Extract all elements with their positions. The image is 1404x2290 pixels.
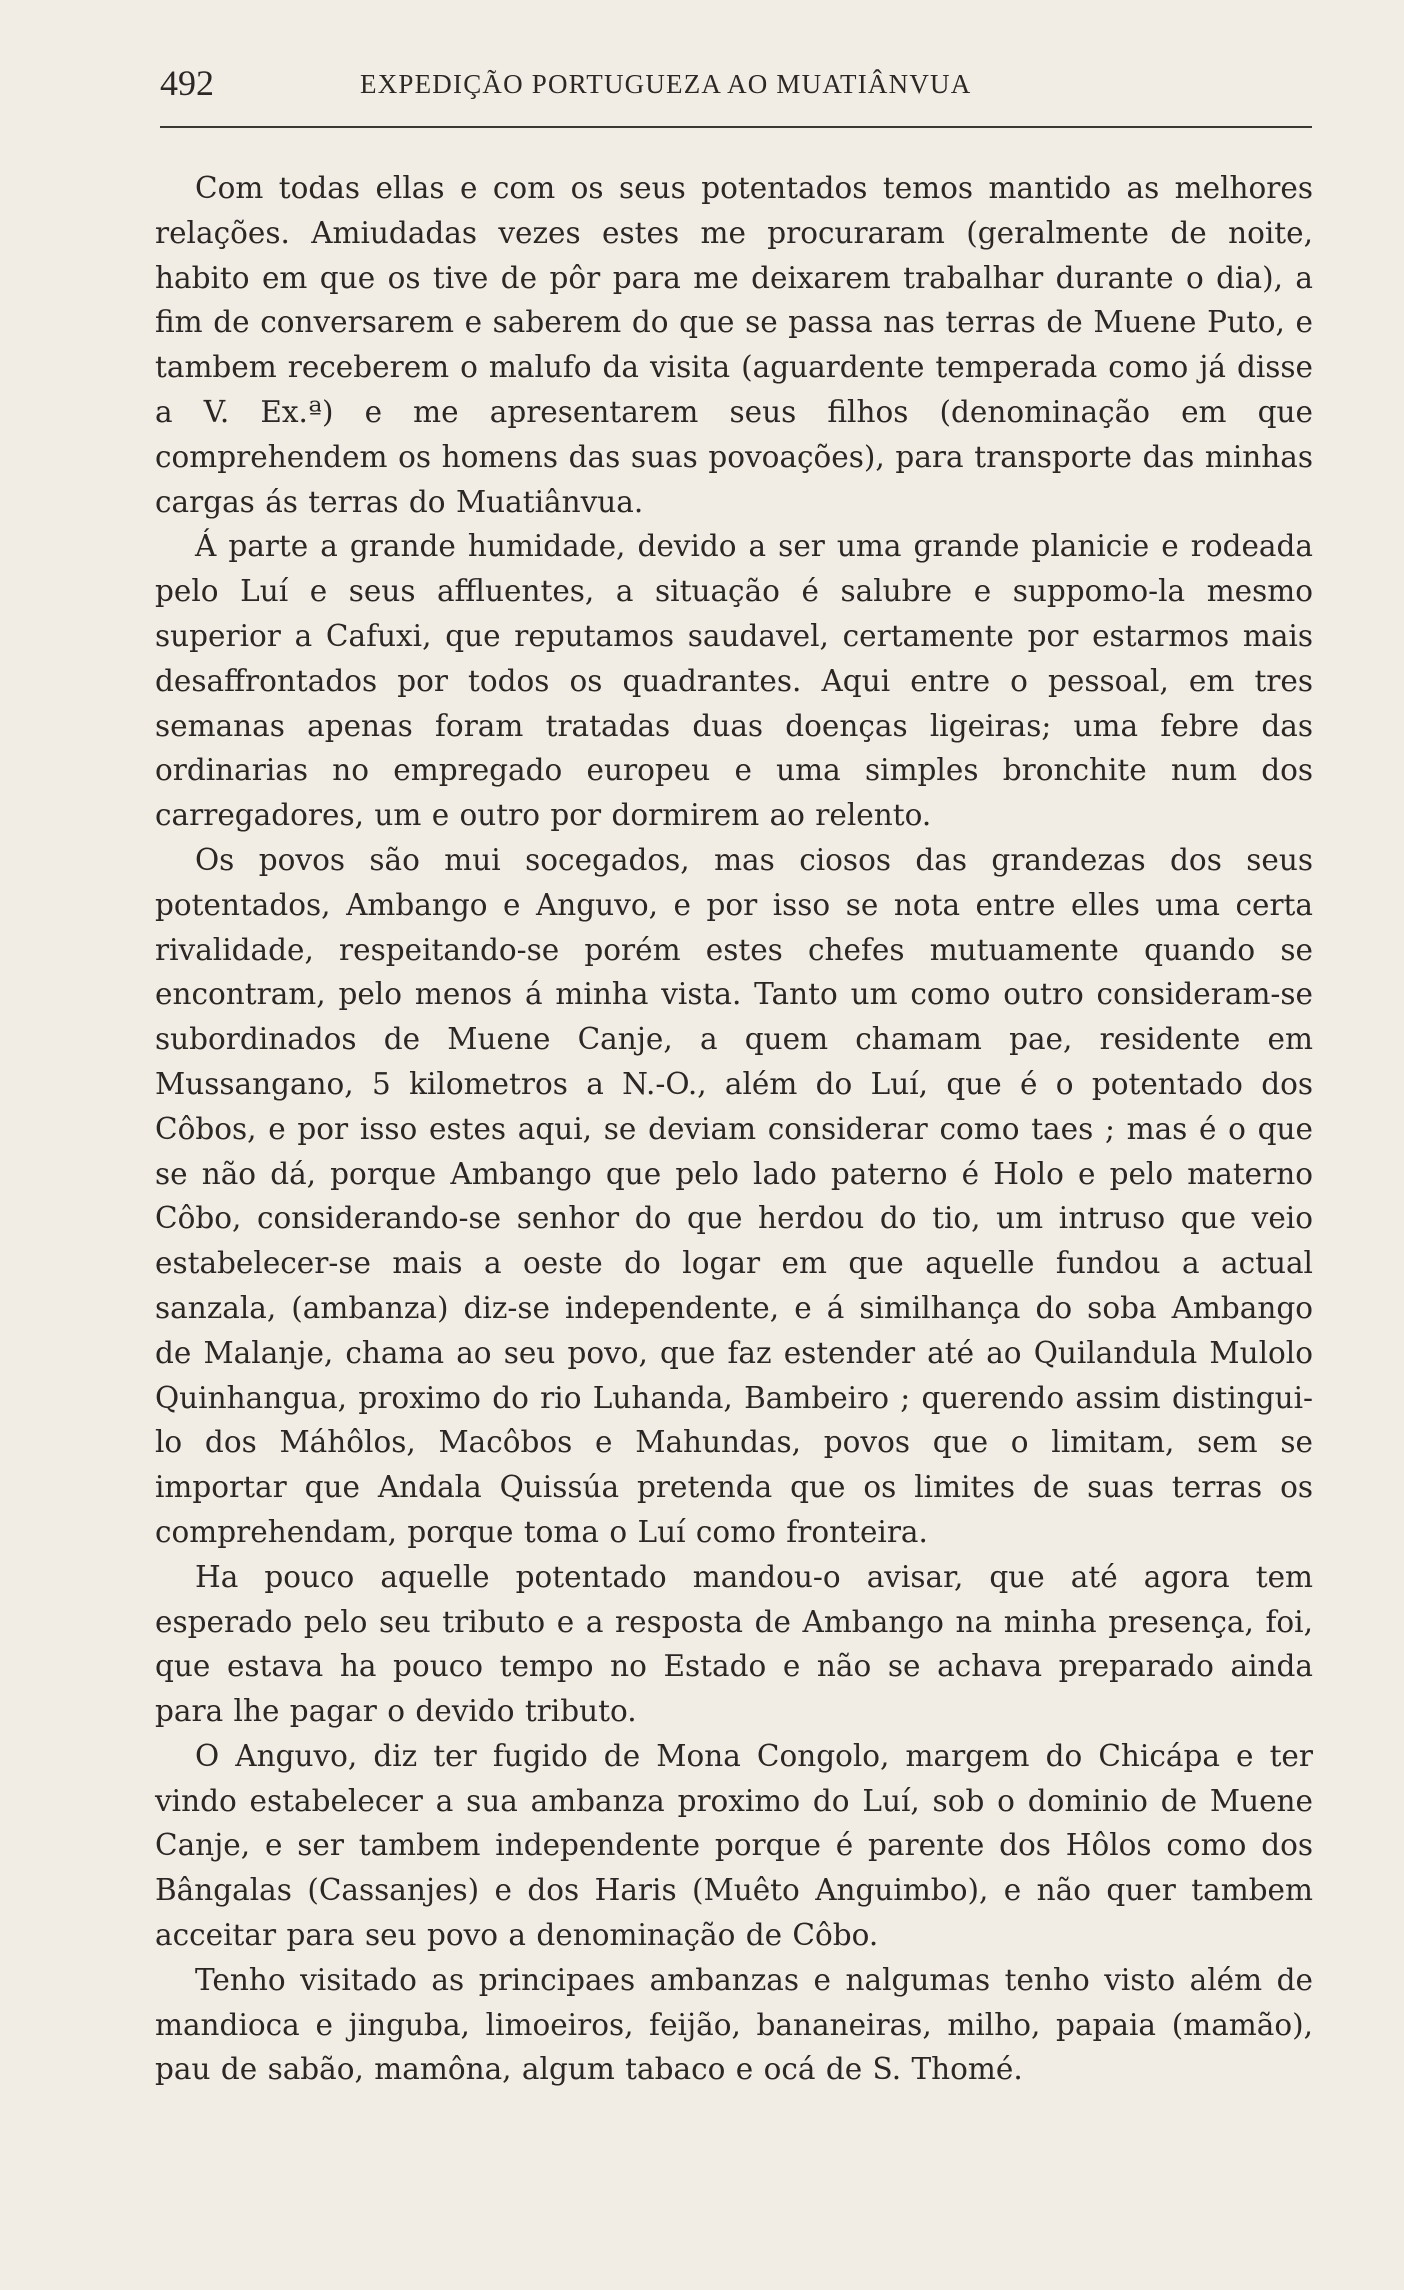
body-text	[155, 166, 1313, 2092]
paragraph-6: Tenho visitado as principaes ambanzas e nalgumas tenho visto além de mandioca e jinguba, limoeiros, feijão, bananeiras, milho, papaia (mamão), pau de sabão, mamôna, algum tabaco e ocá de S. Thomé.	[155, 1962, 1313, 2087]
running-title: EXPEDIÇÃO PORTUGUEZA AO MUATIÂNVUA	[360, 69, 972, 99]
header-rule	[160, 126, 1312, 128]
paragraph-3: Os povos são mui socegados, mas ciosos das grandezas dos seus potentados, Ambango e Anguvo, e por isso se nota entre elles uma certa rivalidade, respeitando-se porém estes chefes mutuamente quando se encontram, pelo menos á minha vista. Tanto um como outro consideram-se subordinados de Muene Canje, a quem chamam pae, residente em Mussangano, 5 kilometros a N.-O., além do Luí, que é o potentado dos Côbos, e por isso estes aqui, se deviam considerar como taes ; mas é o que se não dá, porque Ambango que pelo lado paterno é Holo e pelo materno Côbo, considerando-se senhor do que herdou do tio, um intruso que veio estabelecer-se mais a oeste do logar em que aquelle fundou a actual sanzala, (ambanza) diz-se independente, e á similhança do soba Ambango de Malanje, chama ao seu povo, que faz estender até ao Quilandula Mulolo Quinhangua, proximo do rio Luhanda, Bambeiro ; querendo assim distingui-lo dos Máhôlos, Macôbos e Mahundas, povos que o limitam, sem se importar que Andala Quissúa pretenda que os limites de suas terras os comprehendam, porque toma o Luí como fronteira.	[155, 842, 1313, 1549]
page-header	[160, 58, 1310, 108]
page-number: 492	[160, 63, 214, 103]
paragraph-2: Á parte a grande humidade, devido a ser uma grande planicie e rodeada pelo Luí e seus affluentes, a situação é salubre e suppomo-la mesmo superior a Cafuxi, que reputamos saudavel, certamente por estarmos mais desaffrontados por todos os quadrantes. Aqui entre o pessoal, em tres semanas apenas foram tratadas duas doenças ligeiras; uma febre das ordinarias no empregado europeu e uma simples bronchite num dos carregadores, um e outro por dormirem ao relento.	[155, 529, 1313, 833]
paragraph-4: Ha pouco aquelle potentado mandou-o avisar, que até agora tem esperado pelo seu tributo e a resposta de Ambango na minha presença, foi, que estava ha pouco tempo no Estado e não se achava preparado ainda para lhe pagar o devido tributo.	[155, 1559, 1313, 1729]
paragraph-1: Com todas ellas e com os seus potentados temos mantido as melhores relações. Amiudadas vezes estes me procuraram (geralmente de noite, habito em que os tive de pôr para me deixarem trabalhar durante o dia), a fim de conversarem e saberem do que se passa nas terras de Muene Puto, e tambem receberem o malufo da visita (aguardente temperada como já disse a V. Ex.ª) e me apresentarem seus filhos (denominação em que comprehendem os homens das suas povoações), para transporte das minhas cargas ás terras do Muatiânvua.	[155, 171, 1313, 519]
paragraph-5: O Anguvo, diz ter fugido de Mona Congolo, margem do Chicápa e ter vindo estabelecer a sua ambanza proximo do Luí, sob o dominio de Muene Canje, e ser tambem independente porque é parente dos Hôlos como dos Bângalas (Cassanjes) e dos Haris (Muêto Anguimbo), e não quer tambem acceitar para seu povo a denominação de Côbo.	[155, 1738, 1313, 1953]
